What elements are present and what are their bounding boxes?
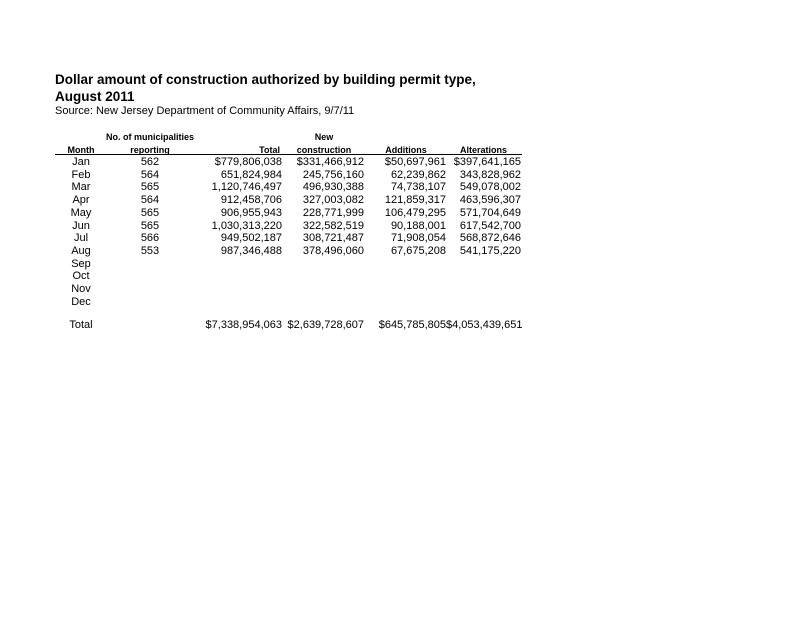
cell-additions: 90,188,001 — [390, 219, 446, 232]
total-additions: $645,785,805 — [378, 319, 446, 331]
cell-additions: 74,738,107 — [390, 181, 446, 194]
cell-alterations: 568,872,646 — [459, 232, 521, 245]
cell-month: Jun — [72, 219, 90, 232]
cell-additions: $50,697,961 — [384, 156, 446, 168]
header-rule — [55, 154, 522, 155]
cell-month: May — [70, 206, 92, 219]
document-title — [55, 71, 476, 105]
total-alterations: $4,053,439,651 — [446, 319, 523, 331]
header-month: Month — [67, 145, 95, 155]
header-muni-line2: reporting — [130, 145, 170, 155]
cell-new: 245,756,160 — [302, 168, 364, 181]
cell-muni: 564 — [140, 168, 160, 181]
cell-muni: 565 — [140, 219, 160, 232]
header-new-line1: New — [314, 132, 334, 142]
header-additions: Additions — [385, 145, 427, 155]
cell-muni: 565 — [140, 181, 160, 194]
cell-alterations: 617,542,700 — [459, 219, 521, 232]
cell-month: Jul — [73, 232, 89, 245]
cell-month: Mar — [71, 181, 91, 194]
title-line-1: Dollar amount of construction authorized by building permit type, — [55, 72, 476, 87]
cell-additions: 106,479,295 — [384, 206, 446, 219]
cell-additions: 62,239,862 — [390, 168, 446, 181]
cell-month: Jan — [72, 156, 90, 168]
cell-new: 308,721,487 — [302, 232, 364, 245]
cell-total: $779,806,038 — [214, 156, 282, 168]
cell-new: 327,003,082 — [302, 194, 364, 207]
cell-total: 651,824,984 — [220, 168, 282, 181]
cell-additions: 121,859,317 — [384, 194, 446, 207]
cell-new: 378,496,060 — [302, 244, 364, 257]
cell-alterations: 541,175,220 — [459, 244, 521, 257]
cell-muni: 564 — [140, 194, 160, 207]
cell-alterations: 549,078,002 — [459, 181, 521, 194]
cell-total: 987,346,488 — [220, 244, 282, 257]
cell-month: Nov — [71, 283, 91, 295]
cell-month: Apr — [72, 194, 90, 207]
cell-new: 228,771,999 — [302, 206, 364, 219]
source-note: Source: New Jersey Department of Community Affairs, 9/7/11 — [55, 105, 355, 117]
header-new-line2: construction — [296, 145, 352, 155]
cell-muni: 553 — [140, 244, 160, 257]
cell-total: 912,458,706 — [220, 194, 282, 207]
cell-total: 906,955,943 — [220, 206, 282, 219]
cell-muni: 566 — [140, 232, 160, 245]
title-line-2: August 2011 — [55, 89, 135, 104]
total-label: Total — [69, 319, 93, 331]
cell-alterations: 571,704,649 — [459, 206, 521, 219]
cell-total: 1,120,746,497 — [211, 181, 282, 194]
cell-month: Dec — [71, 295, 91, 308]
header-alterations: Alterations — [459, 145, 507, 155]
total-total: $7,338,954,063 — [205, 319, 282, 331]
cell-month: Feb — [71, 168, 91, 181]
cell-total: 949,502,187 — [220, 232, 282, 245]
cell-new: 496,930,388 — [302, 181, 364, 194]
cell-additions: 71,908,054 — [390, 232, 446, 245]
total-new: $2,639,728,607 — [287, 319, 364, 331]
cell-new: 322,582,519 — [302, 219, 364, 232]
cell-alterations: 343,828,962 — [459, 168, 521, 181]
cell-month: Sep — [71, 257, 91, 270]
cell-month: Aug — [71, 244, 91, 257]
cell-alterations: $397,641,165 — [453, 156, 521, 168]
cell-new: $331,466,912 — [296, 156, 364, 168]
header-muni-line1: No. of municipalities — [105, 132, 194, 142]
cell-alterations: 463,596,307 — [459, 194, 521, 207]
cell-muni: 562 — [140, 156, 160, 168]
cell-additions: 67,675,208 — [390, 244, 446, 257]
cell-month: Oct — [72, 270, 90, 283]
cell-total: 1,030,313,220 — [211, 219, 282, 232]
header-total: Total — [259, 145, 280, 155]
cell-muni: 565 — [140, 206, 160, 219]
